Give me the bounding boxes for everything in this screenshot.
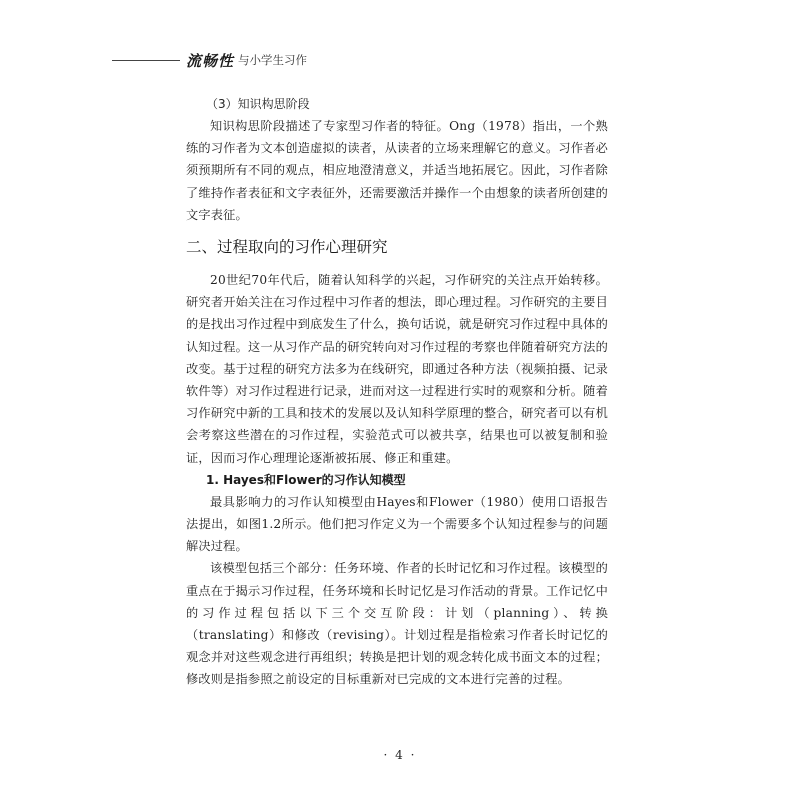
page-number: · 4 · xyxy=(383,748,417,762)
book-subtitle: 与小学生习作 xyxy=(238,53,308,67)
paragraph-model-detail: 该模型包括三个部分：任务环境、作者的长时记忆和习作过程。该模型的重点在于揭示习作过程，任务环境和长时记忆是习作活动的背景。工作记忆中的习作过程包括以下三个交互阶段：计划（planning）、转换（translating）和修改（revising）。计划过程是指检索习作者长时记忆的观念并对这些观念进行再组织；转换是把计划的观念转化成书面文本的过程；修改则是指参照之前设定的目标重新对已完成的文本进行完善的过程。 xyxy=(186,561,608,687)
header-rule xyxy=(112,60,180,61)
section-heading-2: 二、过程取向的习作心理研究 xyxy=(186,238,388,257)
paragraph-process-research: 20世纪70年代后，随着认知科学的兴起，习作研究的关注点开始转移。研究者开始关注在习作过程中习作者的想法，即心理过程。习作研究的主要目的是找出习作过程中到底发生了什么，换句话说，就是研究习作过程中具体的认知过程。这一从习作产品的研究转向对习作过程的考察也伴随着研究方法的改变。基于过程的研究方法多为在线研究，即通过各种方法（视频拍摄、记录软件等）对习作过程进行记录，进而对这一过程进行实时的观察和分析。随着习作研究中新的工具和技术的发展以及认知科学原理的整合，研究者可以有机会考察这些潜在的习作过程，实验范式可以被共享，结果也可以被复制和验证，因而习作心理理论逐渐被拓展、修正和重建。 xyxy=(186,273,608,465)
paragraph-model-intro: 最具影响力的习作认知模型由Hayes和Flower（1980）使用口语报告法提出，如图1.2所示。他们把习作定义为一个需要多个认知过程参与的问题解决过程。 xyxy=(186,494,608,554)
book-title-logo: 流畅性 xyxy=(186,51,235,70)
paragraph-knowledge-planning: 知识构思阶段描述了专家型习作者的特征。Ong（1978）指出，一个熟练的习作者为文本创造虚拟的读者，从读者的立场来理解它的意义。习作者必须预期所有不同的观点，相应地澄清意义，并适当地拓展它。因此，习作者除了维持作者表征和文字表征外，还需要激活并操作一个由想象的读者所创建的文字表征。 xyxy=(186,119,608,222)
page-body xyxy=(186,93,608,691)
item-heading-1: 1. Hayes和Flower的习作认知模型 xyxy=(206,472,406,487)
subsection-heading-3: （3）知识构思阶段 xyxy=(206,97,310,111)
running-header xyxy=(112,48,412,72)
